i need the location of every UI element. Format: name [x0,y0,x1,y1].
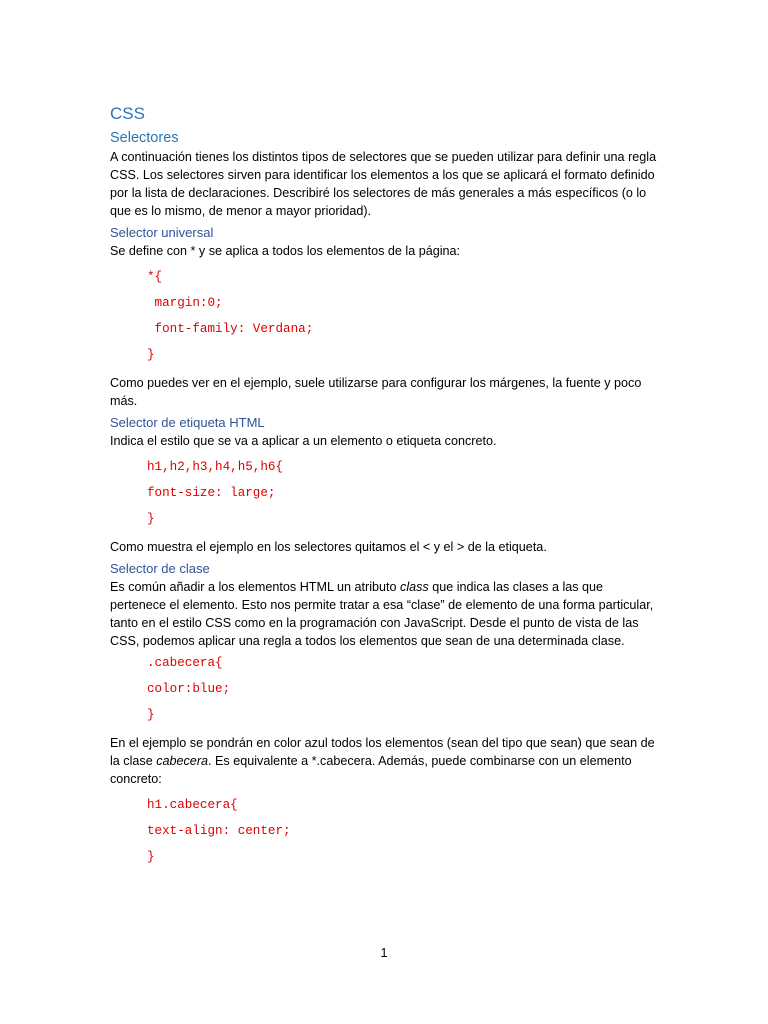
code-line: .cabecera{ [147,656,223,670]
heading-class: Selector de clase [110,561,210,576]
code-line: text-align: center; [147,824,291,838]
page-number: 1 [380,946,388,960]
code-line: } [147,348,155,362]
universal-after: Como puedes ver en el ejemplo, suele utilizarse para configurar los márgenes, la fuente y poco más. [110,376,642,408]
code-line: font-size: large; [147,486,276,500]
heading-universal: Selector universal [110,225,214,240]
section-heading: Selectores [110,130,179,146]
tag-after: Como muestra el ejemplo en los selectores quitamos el < y el > de la etiqueta. [110,540,547,554]
class-attr-em: class [400,580,429,594]
document-body [110,100,660,870]
code-line: color:blue; [147,682,231,696]
heading-tag: Selector de etiqueta HTML [110,415,265,430]
code-line: h1,h2,h3,h4,h5,h6{ [147,460,284,474]
class-after: En el ejemplo se pondrán en color azul todos los elementos (sean del tipo que sean) que sean de la clase cabecera. Es equivalente a *.cabecera. Además, puede combinarse con un elemento concreto: [110,736,655,786]
code-line: } [147,850,155,864]
class-name-em: cabecera [156,754,209,768]
class-text: Es común añadir a los elementos HTML un atributo class que indica las clases a las que pertenece el elemento. Esto nos permite tratar a esa “clase” de elemento de una forma particular, tanto en el estilo CSS como en la programación con JavaScript. Desde el punto de vista de las CSS, podemos aplicar una regla a todos los elementos que sean de una determinada clase. [110,580,654,648]
universal-text: Se define con * y se aplica a todos los elementos de la página: [110,244,461,258]
document-title: CSS [110,104,145,123]
section-intro: A continuación tienes los distintos tipos de selectores que se pueden utilizar para definir una regla CSS. Los selectores sirven para identificar los elementos a los que se aplicará el formato definido por la lista de declaraciones. Describiré los selectores de más generales a más específicos (o lo que es lo mismo, de menor a mayor prioridad). [110,150,657,218]
code-line: *{ [147,270,163,284]
tag-text: Indica el estilo que se va a aplicar a un elemento o etiqueta concreto. [110,434,497,448]
code-line: } [147,708,155,722]
code-line: font-family: Verdana; [147,322,314,336]
code-line: } [147,512,155,526]
code-line: margin:0; [147,296,223,310]
code-line: h1.cabecera{ [147,798,238,812]
